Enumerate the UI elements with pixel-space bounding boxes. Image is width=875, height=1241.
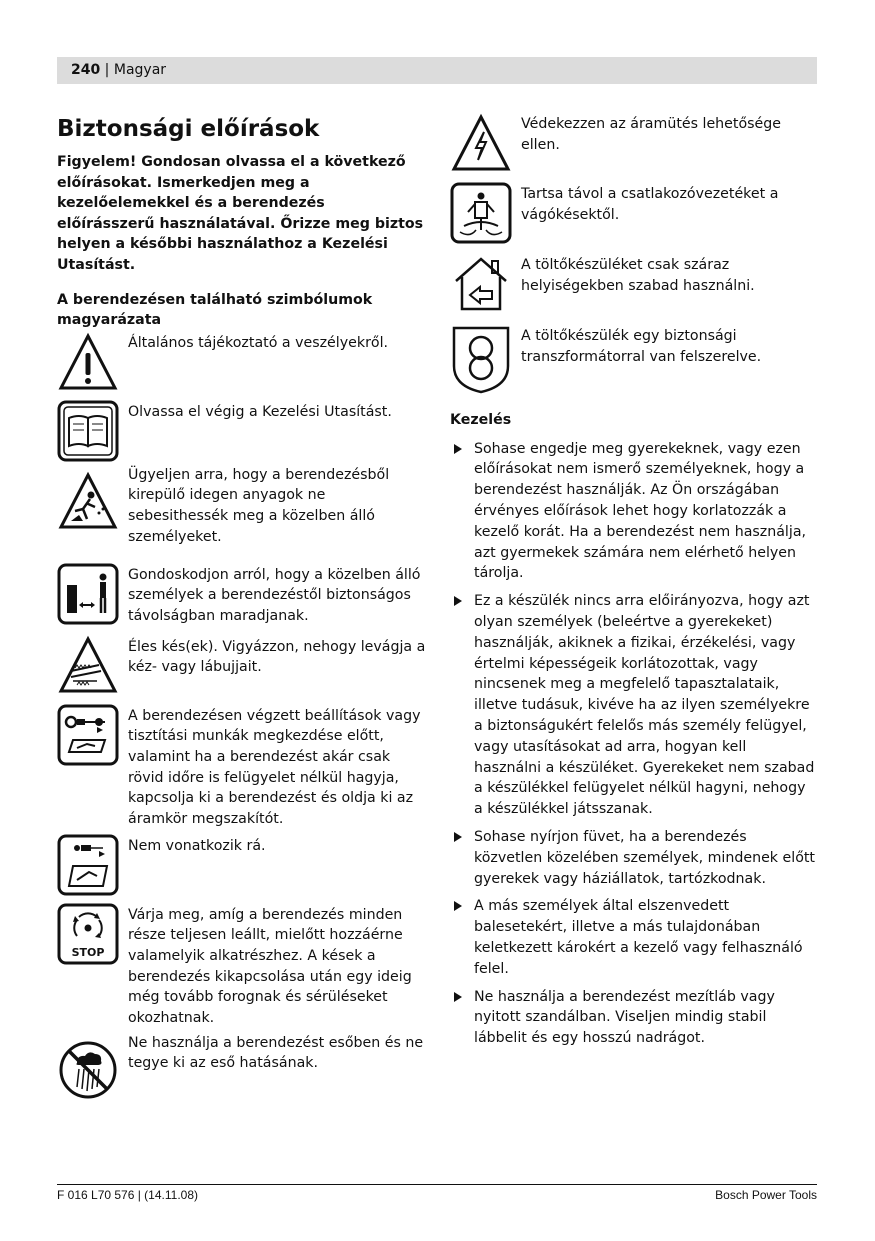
- symbol-text: Éles kés(ek). Vigyázzon, nehogy levágja a kéz- vagy lábujjait.: [128, 638, 426, 676]
- symbol-text: Olvassa el végig a Kezelési Utasítást.: [128, 403, 392, 420]
- operation-list: [450, 439, 817, 1049]
- bullet-arrow-icon: [454, 444, 462, 454]
- symbol-row: [57, 635, 427, 704]
- sharp-blades-icon: [57, 635, 119, 697]
- stop-wait-icon: [57, 903, 119, 965]
- symbol-row: [450, 182, 817, 253]
- thrown-objects-icon: [57, 471, 119, 533]
- symbol-row: [57, 331, 427, 400]
- symbol-text: Védekezzen az áramütés lehetősége ellen.: [521, 116, 781, 153]
- safe-distance-icon: [57, 563, 119, 625]
- bullet-arrow-icon: [454, 992, 462, 1002]
- bullet-arrow-icon: [454, 901, 462, 911]
- symbol-row: [57, 834, 427, 903]
- symbols-heading: A berendezésen található szimbólumok magyarázata: [57, 291, 373, 329]
- header-separator: |: [100, 62, 114, 78]
- symbol-text: Nem vonatkozik rá.: [128, 837, 266, 854]
- unplug-before-maintenance-icon: [57, 704, 119, 766]
- not-applicable-icon: [57, 834, 119, 896]
- symbol-row: [450, 253, 817, 324]
- symbol-text: Várja meg, amíg a berendezés minden része teljesen leállt, mielőtt hozzáérne valamelyik alkatrészhez. A kések a berendezés kikapcsolása után egy ideig még tovább forognak és sérüléseket okozhatnak.: [128, 906, 412, 1026]
- symbol-text: A berendezésen végzett beállítások vagy tisztítási munkák megkezdése előtt, valamint ha a berendezést akár csak rövid időre is felügyelet nélkül hagyja, kapcsolja ki a berendezést és oldja ki az áramkör megszakítót.: [128, 707, 421, 827]
- symbol-row: [57, 704, 427, 834]
- page-number: 240: [71, 62, 101, 78]
- symbol-text: A töltőkészülék egy biztonsági transzformátorral van felszerelve.: [521, 328, 762, 365]
- header-language: Magyar: [113, 62, 167, 78]
- symbol-row: [57, 903, 427, 1031]
- symbol-row: [450, 324, 817, 410]
- footer-divider: [57, 1184, 817, 1185]
- list-item: A más személyek által elszenvedett balesetekért, illetve a más tulajdonában keletkezett károkért a kezelő vagy felhasználó felel.: [450, 896, 817, 979]
- footer-document-code: F 016 L70 576 | (14.11.08): [57, 1188, 198, 1202]
- symbol-row: [450, 112, 817, 182]
- bullet-arrow-icon: [454, 596, 462, 606]
- symbol-row: [57, 563, 427, 635]
- no-rain-icon: [57, 1039, 119, 1101]
- operation-heading: Kezelés: [450, 412, 512, 428]
- symbol-row: [57, 400, 427, 463]
- symbol-text: A töltőkészüléket csak száraz helyiségekben szabad használni.: [521, 257, 755, 294]
- safety-transformer-icon: [450, 324, 512, 394]
- left-column: [57, 112, 427, 1101]
- warning-triangle-icon: [57, 331, 119, 393]
- manual-book-icon: [57, 400, 119, 462]
- list-item: Sohase nyírjon füvet, ha a berendezés közvetlen közelében személyek, mindenek előtt gyerekek vagy háziállatok, tartózkodnak.: [450, 827, 817, 889]
- symbol-text: Ne használja a berendezést esőben és ne tegye ki az eső hatásának.: [128, 1034, 424, 1072]
- symbol-row: [57, 1031, 427, 1101]
- intro-paragraph: Figyelem! Gondosan olvassa el a következő előírásokat. Ismerkedjen meg a kezelőelemekkel és a berendezés előírásszerű használatával. Őrizze meg biztos helyen a későbbi használathoz a Kezelési Utasítást.: [57, 154, 424, 273]
- footer-brand: Bosch Power Tools: [715, 1188, 817, 1202]
- symbol-text: Általános tájékoztató a veszélyekről.: [128, 334, 389, 351]
- page-header: [57, 57, 817, 84]
- symbol-row: [57, 463, 427, 563]
- bullet-arrow-icon: [454, 832, 462, 842]
- symbol-text: Gondoskodjon arról, hogy a közelben álló személyek a berendezéstől biztonságos távolságban maradjanak.: [128, 566, 421, 624]
- indoor-use-icon: [450, 253, 512, 315]
- list-item: Ne használja a berendezést mezítláb vagy nyitott szandálban. Viseljen mindig stabil lábbelit és egy hosszú nadrágot.: [450, 987, 817, 1049]
- keep-cable-away-icon: [450, 182, 512, 244]
- symbol-text: Ügyeljen arra, hogy a berendezésből kirepülő idegen anyagok ne sebesithessék meg a közelben álló személyeket.: [128, 466, 390, 545]
- stop-label: STOP: [71, 945, 105, 959]
- list-item: Ez a készülék nincs arra előirányozva, hogy azt olyan személyek (beleértve a gyerekeket) használják, akiknek a fizikai, érzékelési, vagy értelmi képességeik korlátozottak, vagy nincsenek meg a megfelelő tapasztalataik, illetve tudásuk, kivéve ha az ilyen személyekre a biztonságukért felelős más személy felügyel, vagy utasításokat ad arra, hogyan kell használni a készüléket. Gyerekeket nem szabad a készülékkel felügyelet nélkül hagyni, nehogy a készülékkel játsszanak.: [450, 591, 817, 820]
- page-title: Biztonsági előírások: [57, 116, 320, 142]
- symbol-text: Tartsa távol a csatlakozóvezetéket a vágókésektől.: [521, 186, 779, 223]
- electric-shock-icon: [450, 112, 512, 174]
- list-item: Sohase engedje meg gyerekeknek, vagy ezen előírásokat nem ismerő személyeknek, hogy a berendezést használják. Az Ön országában érvényes előírások lehet hogy korlatozzák a kezelő korát. Ha a berendezést nem használja, azt gyermekek számára nem elérhető helyen tárolja.: [450, 439, 817, 585]
- right-column: [450, 112, 817, 1056]
